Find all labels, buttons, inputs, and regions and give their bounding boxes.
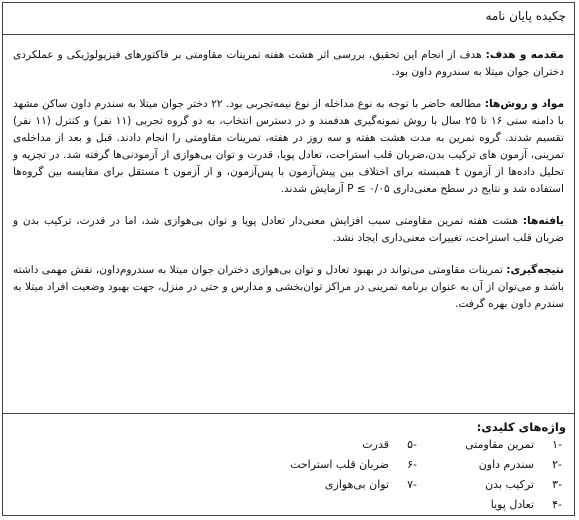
abstract-frame [2,2,575,516]
section-methods [13,96,564,198]
section-text: تمرینات مقاومتی می‌تواند در بهبود تعادل و توان بی‌هوازی دختران جوان میتلا به سندروم‌داون، نقش مهمی داشته باشد و می‌توان از آن به عنوان برنامه تمرینی در مراکز توان‌بخشی و مدارس و حتی در منزل، جهت بهبود وضعیت افراد میتلا به سندرم داون بهره گرفت. [13,264,564,310]
keyword-number: -۷ [407,478,417,491]
keyword-item [290,458,417,471]
section-text: هدف از انجام این تحقیق، بررسی اثر هشت هفته تمرینات مقاومتی بر فاکتورهای فیزیولوژیکی و عملکردی دختران جوان میتلا به سندروم داون بود. [13,49,564,78]
keyword-item [465,438,562,451]
keyword-number: -۳ [552,478,562,491]
keywords-title: واژه‌های کلیدی: [476,420,566,434]
keyword-text: ترکیب بدن [485,478,534,491]
section-intro [13,47,564,81]
keyword-text: سندرم داون [478,458,534,471]
section-text: مطالعه حاضر با توجه به نوع مداخله از نوع نیمه‌تجربی بود. ۲۲ دختر جوان میتلا به سندرم داون ساکن مشهد با دامنه سنی ۱۶ تا ۲۵ سال با روش نمونه‌گیری هدفمند و در دسترس انتخاب، به دو گروه تجربی (۱۱ نفر) و کنترل (۱۱ نفر) تقسیم شدند. گروه تمرین به مدت هشت هفته و سه روز در هفته، تمرینات مقاومتی را انجام دادند. قبل و بعد از مداخله‌ی تمرینی، آزمون های ترکیب بدن،ضربان قلب استراحت، تعادل پویا، قدرت و توان بی‌هوازی از آزمودنی‌ها گرفته شد. در تجزیه و تحلیل داده‌ها از آزمون t همبسته برای اختلاف بین پیش‌آزمون با پس‌آزمون، و از آزمون t مستقل برای مقایسه بین گروه‌ها استفاده شد و نتایج در سطح معنی‌داری P ≤ ۰/۰۵ آزمایش شدند. [13,98,564,195]
keyword-number: -۵ [407,438,417,451]
section-heading: نتیجه‌گیری: [506,264,565,276]
keyword-item [485,478,562,491]
title-divider [3,34,574,35]
keyword-number: -۶ [407,458,417,471]
keyword-item [325,478,417,491]
keyword-text: قدرت [362,438,389,451]
keyword-item [479,458,562,471]
keyword-number: -۲ [552,458,562,471]
section-heading: یافته‌ها: [522,215,564,227]
keyword-text: تمرین مقاومتی [465,438,534,451]
keyword-text: ضربان قلب استراحت [290,458,389,471]
keyword-item [362,438,417,451]
section-heading: مقدمه و هدف: [485,49,564,61]
page-title: چکیده پایان نامه [485,9,566,23]
keyword-text: توان بی‌هوازی [324,478,389,491]
keywords-list [222,438,562,518]
section-heading: مواد و روش‌ها: [484,98,565,110]
section-conclusion [13,262,564,313]
keyword-text: تعادل پویا [490,498,534,511]
section-findings [13,213,564,247]
keyword-item [491,498,562,511]
keywords-divider [3,413,574,414]
keyword-number: -۴ [552,498,562,511]
section-text: هشت هفته تمرین مقاومتی سبب افزایش معنی‌دار تعادل پویا و توان بی‌هوازی شد، اما در قدرت، ترکیب بدن و ضربان قلب استراحت، تغییرات معنی‌داری ایجاد نشد. [13,215,564,244]
abstract-body [13,47,564,328]
keyword-number: -۱ [552,438,562,451]
